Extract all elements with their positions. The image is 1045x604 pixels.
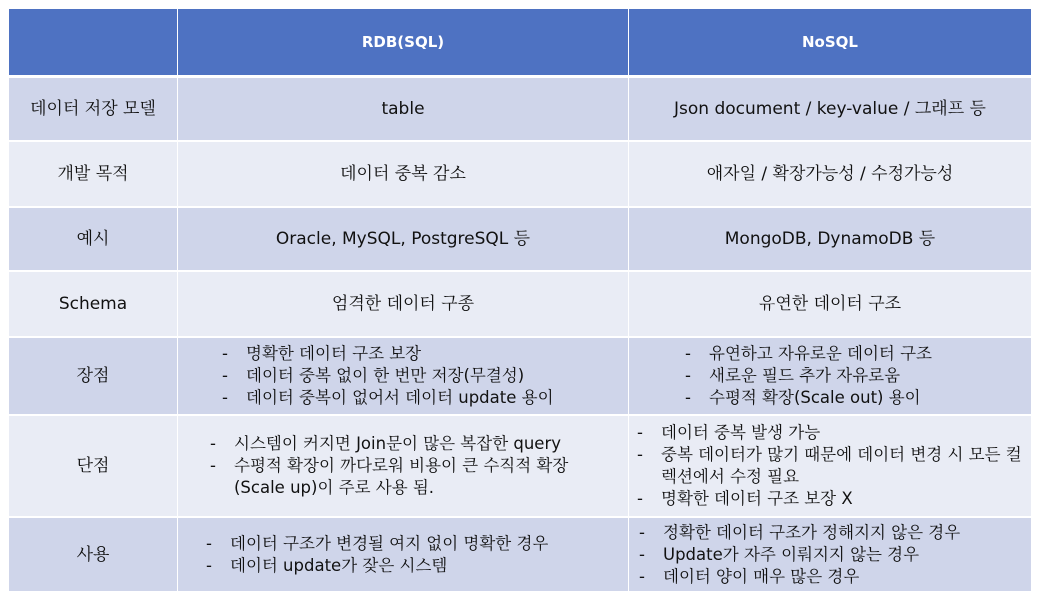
- header-rdb: RDB(SQL): [178, 9, 629, 78]
- row-label-examples: 예시: [9, 208, 178, 272]
- list-item: - 새로운 필드 추가 자유로움: [681, 365, 932, 387]
- header-empty-cell: [9, 9, 178, 78]
- nosql-examples: MongoDB, DynamoDB 등: [629, 208, 1031, 272]
- list-item: - 데이터 중복 발생 가능: [633, 422, 1023, 444]
- rdb-examples: Oracle, MySQL, PostgreSQL 등: [178, 208, 629, 272]
- list-item: - 유연하고 자유로운 데이터 구조: [681, 343, 932, 365]
- nosql-usage: [629, 518, 1031, 593]
- rdb-storage-model: table: [178, 78, 629, 142]
- row-label-storage-model: 데이터 저장 모델: [9, 78, 178, 142]
- header-nosql: NoSQL: [629, 9, 1031, 78]
- list-item: - 데이터 양이 매우 많은 경우: [635, 566, 960, 588]
- rdb-usage: [178, 518, 629, 593]
- rdb-cons: [178, 416, 629, 518]
- list-item: - 데이터 중복이 없어서 데이터 update 용이: [218, 387, 554, 409]
- list-item: - 시스템이 커지면 Join문이 많은 복잡한 query: [206, 433, 574, 455]
- list-item: - Update가 자주 이뤄지지 않는 경우: [635, 544, 960, 566]
- list-item: - 수평적 확장(Scale out) 용이: [681, 387, 932, 409]
- row-label-schema: Schema: [9, 272, 178, 338]
- nosql-schema: 유연한 데이터 구조: [629, 272, 1031, 338]
- list-item: - 중복 데이터가 많기 때문에 데이터 변경 시 모든 컬렉션에서 수정 필요: [633, 444, 1023, 488]
- row-label-pros: 장점: [9, 338, 178, 416]
- list-item: - 데이터 구조가 변경될 여지 없이 명확한 경우: [202, 533, 548, 555]
- rdb-pros: [178, 338, 629, 416]
- rdb-schema: 엄격한 데이터 구종: [178, 272, 629, 338]
- nosql-cons: [629, 416, 1031, 518]
- nosql-storage-model: Json document / key-value / 그래프 등: [629, 78, 1031, 142]
- list-item: - 데이터 중복 없이 한 번만 저장(무결성): [218, 365, 554, 387]
- nosql-pros: [629, 338, 1031, 416]
- list-item: - 명확한 데이터 구조 보장 X: [633, 488, 1023, 510]
- list-item: - 데이터 update가 잦은 시스템: [202, 555, 548, 577]
- row-label-cons: 단점: [9, 416, 178, 518]
- rdb-purpose: 데이터 중복 감소: [178, 142, 629, 208]
- list-item: - 수평적 확장이 까다로워 비용이 큰 수직적 확장(Scale up)이 주로 사용 됨.: [206, 455, 574, 499]
- list-item: - 정확한 데이터 구조가 정해지지 않은 경우: [635, 522, 960, 544]
- nosql-purpose: 애자일 / 확장가능성 / 수정가능성: [629, 142, 1031, 208]
- row-label-purpose: 개발 목적: [9, 142, 178, 208]
- row-label-usage: 사용: [9, 518, 178, 593]
- list-item: - 명확한 데이터 구조 보장: [218, 343, 554, 365]
- comparison-table: [9, 9, 1031, 597]
